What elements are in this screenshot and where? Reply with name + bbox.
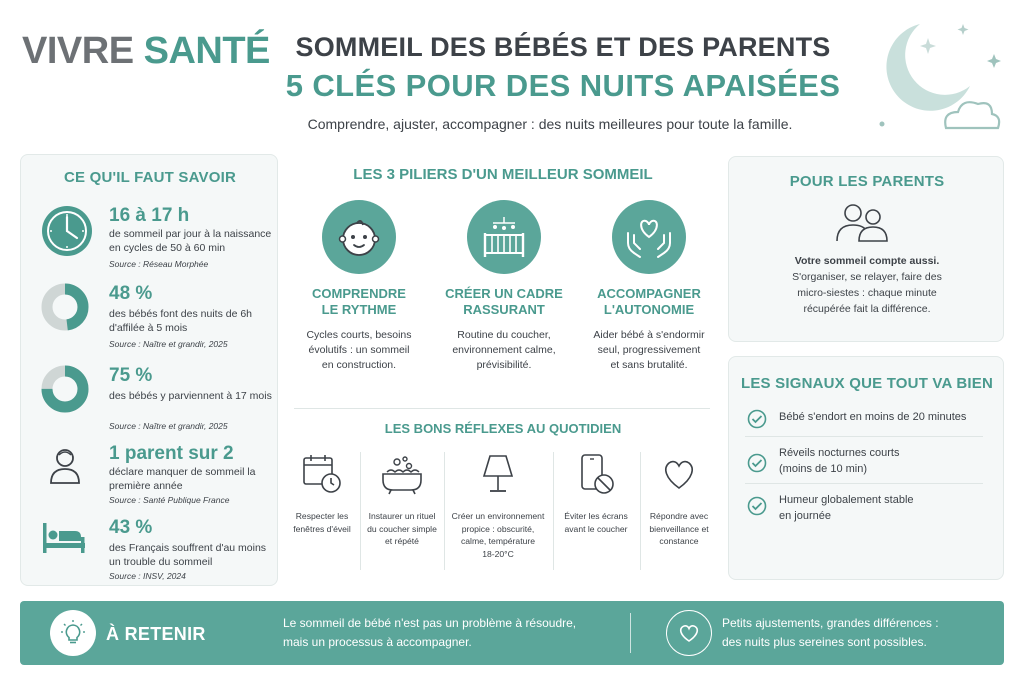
parents-line: récupérée fait la différence. <box>803 303 931 315</box>
reflex-line: Répondre avec <box>649 511 709 521</box>
fact-source: Source : Santé Publique France <box>109 495 230 505</box>
fact-source: Source : Réseau Morphée <box>109 259 209 269</box>
pillar-text-line: seul, progressivement <box>597 344 701 356</box>
parents-line: micro-siestes : chaque minute <box>797 287 937 299</box>
reflex-text <box>448 510 548 560</box>
pillar-title <box>289 286 429 318</box>
signal-line: Bébé s'endort en moins de 20 minutes <box>779 411 967 423</box>
reflex-item <box>554 450 638 535</box>
clock-icon <box>41 205 93 257</box>
bath-icon <box>379 452 425 496</box>
pillar-text <box>289 328 429 373</box>
signal-line: Réveils nocturnes courts <box>779 447 900 459</box>
pillar-text-line: en construction. <box>321 359 397 371</box>
fact-item <box>41 283 275 353</box>
footer-line: Le sommeil de bébé n'est pas un problème à résoudre, <box>283 616 577 630</box>
reflex-text <box>637 510 721 548</box>
pillar-text-line: Cycles courts, besoins <box>306 329 412 341</box>
reflex-line: Respecter les <box>295 511 349 521</box>
heart-icon <box>659 454 699 494</box>
bed-icon <box>41 517 87 557</box>
pillar-text-line: Routine du coucher, <box>457 329 551 341</box>
pillar-icon-circle <box>612 200 686 274</box>
fact-item <box>41 365 275 435</box>
parents-text <box>729 253 1005 317</box>
baby-face-icon <box>335 213 383 261</box>
pillar-text <box>434 328 574 373</box>
section-divider <box>294 408 710 409</box>
heart-badge <box>666 610 712 656</box>
pillar-text-line: et sans brutalité. <box>610 359 688 371</box>
reflex-line: Créer un environnement <box>451 511 545 521</box>
footer-banner <box>20 601 1004 665</box>
signals-title: LES SIGNAUX QUE TOUT VA BIEN <box>740 375 994 392</box>
footer-separator <box>630 613 631 653</box>
fact-source: Source : Naître et grandir, 2025 <box>109 339 228 349</box>
fact-value: 43 % <box>109 517 153 538</box>
reflex-line: avant le coucher <box>564 523 628 534</box>
reflexes-title: LES BONS RÉFLEXES AU QUOTIDIEN <box>384 421 622 436</box>
lightbulb-badge <box>50 610 96 656</box>
logo-word-2: SANTÉ <box>143 30 270 72</box>
check-circle-icon <box>747 496 767 516</box>
reflex-text <box>280 510 364 535</box>
logo-word-1: VIVRE <box>22 30 134 72</box>
reflex-line: constance <box>659 536 699 546</box>
facts-title: CE QU'IL FAUT SAVOIR <box>63 169 237 186</box>
parents-line: S'organiser, se relayer, faire des <box>792 271 942 283</box>
facts-panel <box>20 154 278 586</box>
pillar-icon-circle <box>467 200 541 274</box>
pillar-rythme <box>289 200 429 373</box>
reflex-line: bienveillance et <box>649 523 709 534</box>
fact-value: 16 à 17 h <box>109 205 190 226</box>
parents-panel <box>728 156 1004 342</box>
signals-panel <box>728 356 1004 580</box>
fact-item <box>41 205 275 275</box>
check-circle-icon <box>747 453 767 473</box>
pillar-title-line: LE RYTHME <box>321 302 397 317</box>
parents-strong: Votre sommeil compte aussi. <box>794 255 940 267</box>
reflex-line: 18-20°C <box>482 548 514 559</box>
reflex-line: du coucher simple <box>367 523 437 534</box>
fact-source: Source : INSV, 2024 <box>109 571 186 581</box>
page-subtitle-title: 5 CLÉS POUR DES NUITS APAISÉES <box>285 68 841 103</box>
reflex-line: fenêtres d'éveil <box>293 523 351 534</box>
heart-hands-icon <box>624 213 674 261</box>
reflex-line: Instaurer un rituel <box>368 511 436 521</box>
pillar-text-line: évolutifs : un sommeil <box>308 344 410 356</box>
pillar-text <box>579 328 719 373</box>
reflex-line: propice : obscurité, <box>461 523 535 534</box>
page-tagline: Comprendre, ajuster, accompagner : des nuits meilleures pour toute la famille. <box>307 116 793 132</box>
parents-title: POUR LES PARENTS <box>789 173 945 190</box>
footer-line: Petits ajustements, grandes différences : <box>722 616 939 630</box>
footer-line: des nuits plus sereines sont possibles. <box>722 635 927 649</box>
fact-source: Source : Naître et grandir, 2025 <box>109 421 228 431</box>
signal-text <box>779 409 989 425</box>
footer-line: mais un processus à accompagner. <box>283 635 472 649</box>
fact-value: 75 % <box>109 365 153 386</box>
pillar-text-line: prévisibilité. <box>476 359 532 371</box>
reflex-item <box>637 450 721 548</box>
reflex-item <box>280 450 364 535</box>
reflex-item <box>360 450 444 548</box>
signal-text <box>779 445 989 477</box>
footer-label: À RETENIR <box>106 624 206 644</box>
reflex-separator <box>444 452 445 570</box>
page-title: SOMMEIL DES BÉBÉS ET DES PARENTS <box>295 32 831 62</box>
pillar-autonomie <box>579 200 719 373</box>
pillar-text-line: Aider bébé à s'endormir <box>593 329 705 341</box>
pillar-text-line: environnement calme, <box>452 344 556 356</box>
pillar-title-line: ACCOMPAGNER <box>597 286 701 301</box>
lightbulb-icon <box>58 618 88 648</box>
signal-line: (moins de 10 min) <box>779 463 868 475</box>
heart-icon <box>677 621 701 645</box>
pillar-title <box>579 286 719 318</box>
pillar-title-line: COMPRENDRE <box>312 286 406 301</box>
brand-logo <box>22 30 270 73</box>
parent-icon <box>41 443 89 491</box>
fact-value: 48 % <box>109 283 153 304</box>
signal-divider <box>745 483 983 484</box>
reflex-item <box>448 450 548 560</box>
reflex-text <box>554 510 638 535</box>
signal-text <box>779 492 989 524</box>
parents-icon <box>833 201 893 245</box>
fact-item <box>41 517 275 587</box>
pillar-title-line: RASSURANT <box>463 302 545 317</box>
pillar-icon-circle <box>322 200 396 274</box>
fact-desc: des bébés font des nuits de 6h d'affilée à 5 mois <box>109 308 253 334</box>
fact-desc: de sommeil par jour à la naissance en cycles de 50 à 60 min <box>109 228 272 254</box>
crib-icon <box>479 213 529 261</box>
signal-divider <box>745 436 983 437</box>
donut-chart-icon <box>41 283 89 331</box>
fact-value: 1 parent sur 2 <box>109 443 234 464</box>
fact-desc: des bébés y parviennent à 17 mois <box>109 390 272 402</box>
pillar-title <box>434 286 574 318</box>
reflex-line: Éviter les écrans <box>564 511 628 521</box>
moon-cloud-icon <box>858 16 1008 136</box>
calendar-clock-icon <box>300 452 344 496</box>
no-phone-icon <box>576 452 616 496</box>
fact-desc: des Français souffrent d'au moins un trouble du sommeil <box>109 542 267 568</box>
check-circle-icon <box>747 409 767 429</box>
fact-item <box>41 443 275 513</box>
reflex-line: et répété <box>385 536 419 546</box>
lamp-icon <box>480 452 516 496</box>
signal-line: Humeur globalement stable <box>779 494 914 506</box>
donut-chart-icon <box>41 365 89 413</box>
pillars-title: LES 3 PILIERS D'UN MEILLEUR SOMMEIL <box>353 166 653 183</box>
reflex-text <box>360 510 444 548</box>
footer-right-text <box>722 614 939 652</box>
fact-desc: déclare manquer de sommeil la première année <box>109 466 256 492</box>
footer-left-text <box>283 614 576 652</box>
reflex-line: calme, température <box>460 536 536 546</box>
pillar-cadre <box>434 200 574 373</box>
signal-line: en journée <box>779 510 831 522</box>
pillar-title-line: CRÉER UN CADRE <box>445 286 563 301</box>
pillar-title-line: L'AUTONOMIE <box>603 302 695 317</box>
